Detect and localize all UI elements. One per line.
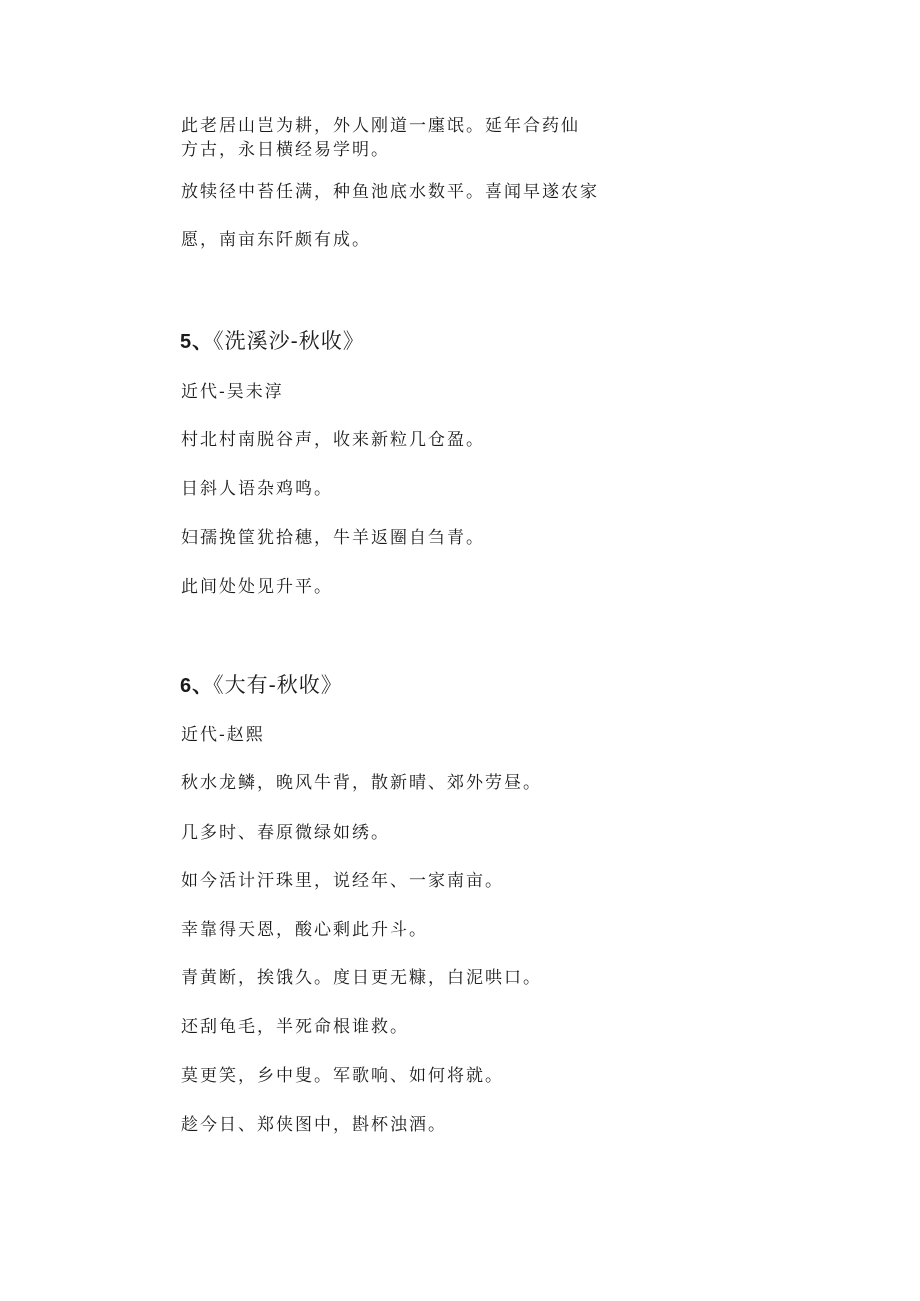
poem6-line-6: 还刮龟毛，半死命根谁救。 bbox=[181, 1017, 409, 1037]
poem5-line-4: 此间处处见升平。 bbox=[181, 577, 333, 597]
poem6-heading bbox=[180, 671, 343, 700]
poem5-line-3: 妇孺挽筐犹拾穗，牛羊返圈自刍青。 bbox=[181, 528, 485, 548]
poem5-author: 近代-吴未淳 bbox=[181, 382, 284, 402]
poem6-line-8: 趁今日、郑侠图中，斟杯浊酒。 bbox=[181, 1115, 447, 1135]
poem6-line-4: 幸靠得天恩，酸心剩此升斗。 bbox=[181, 920, 428, 940]
intro-line-4: 愿，南亩东阡颇有成。 bbox=[181, 230, 371, 250]
intro-line-2: 方古，永日横经易学明。 bbox=[181, 140, 390, 160]
poem5-number: 5、 bbox=[180, 331, 214, 353]
poem6-number: 6、 bbox=[180, 675, 214, 697]
poem5-heading bbox=[180, 327, 365, 356]
poem6-line-7: 莫更笑，乡中叟。军歌响、如何将就。 bbox=[181, 1066, 504, 1086]
poem6-author: 近代-赵熙 bbox=[181, 725, 265, 745]
poem5-line-2: 日斜人语杂鸡鸣。 bbox=[181, 479, 333, 499]
intro-line-1: 此老居山岂为耕，外人刚道一廛氓。延年合药仙 bbox=[181, 116, 580, 136]
poem5-title: 《洗溪沙-秋收》 bbox=[213, 329, 365, 353]
poem6-line-1: 秋水龙鳞，晚风牛背，散新晴、郊外劳昼。 bbox=[181, 773, 542, 793]
poem6-line-2: 几多时、春原微绿如绣。 bbox=[181, 823, 390, 843]
poem6-line-5: 青黄断，挨饿久。度日更无糠，白泥哄口。 bbox=[181, 968, 542, 988]
poem6-title: 《大有-秋收》 bbox=[213, 673, 343, 697]
poem5-line-1: 村北村南脱谷声，收来新粒几仓盈。 bbox=[181, 430, 485, 450]
intro-line-3: 放犊径中苔任满，种鱼池底水数平。喜闻早遂农家 bbox=[181, 182, 599, 202]
poem6-line-3: 如今活计汗珠里，说经年、一家南亩。 bbox=[181, 871, 504, 891]
